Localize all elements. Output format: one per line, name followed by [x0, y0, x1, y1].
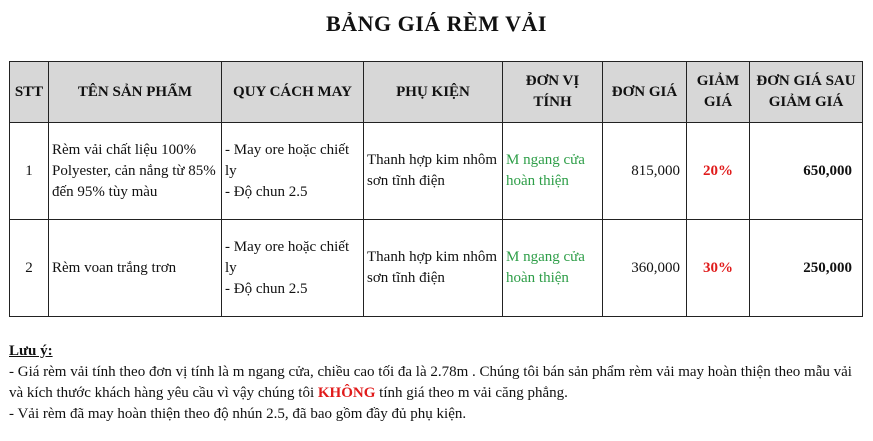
header-price: ĐƠN GIÁ [603, 62, 687, 123]
row-sewing-spec [222, 123, 364, 220]
note-text: tính giá theo m vải căng phẳng. [375, 385, 568, 401]
header-discount: GIẢM GIÁ [687, 62, 750, 123]
header-product-name: TÊN SẢN PHẨM [49, 62, 222, 123]
notes-section [9, 341, 867, 425]
row-product-name: Rèm vải chất liệu 100% Polyester, cản nắng từ 85% đến 95% tùy màu [49, 123, 222, 220]
note-keyword: KHÔNG [317, 385, 376, 401]
row-accessory: Thanh hợp kim nhôm sơn tĩnh điện [364, 220, 503, 317]
row-accessory: Thanh hợp kim nhôm sơn tĩnh điện [364, 123, 503, 220]
row-discount: 20% [687, 123, 750, 220]
row-unit: M ngang cửa hoàn thiện [503, 123, 603, 220]
header-unit: ĐƠN VỊ TÍNH [503, 62, 603, 123]
row-unit: M ngang cửa hoàn thiện [503, 220, 603, 317]
spec-line: - May ore hoặc chiết ly [225, 238, 350, 276]
page-title: BẢNG GIÁ RÈM VẢI [326, 11, 547, 36]
note-line-2: - Vải rèm đã may hoàn thiện theo độ nhún 2.5, đã bao gồm đầy đủ phụ kiện. [9, 406, 467, 422]
row-final-price: 650,000 [750, 123, 863, 220]
spec-line: - May ore hoặc chiết ly [225, 141, 350, 179]
spec-line: - Độ chun 2.5 [225, 183, 308, 200]
note-line-1 [9, 362, 867, 404]
row-discount: 30% [687, 220, 750, 317]
row-price: 815,000 [603, 123, 687, 220]
table-row [10, 220, 863, 317]
header-stt: STT [10, 62, 49, 123]
row-stt: 1 [10, 123, 49, 220]
table-row [10, 123, 863, 220]
spec-line: - Độ chun 2.5 [225, 280, 308, 297]
price-table [9, 61, 863, 317]
row-product-name: Rèm voan trắng trơn [49, 220, 222, 317]
table-header-row [10, 62, 863, 123]
row-sewing-spec [222, 220, 364, 317]
row-stt: 2 [10, 220, 49, 317]
row-price: 360,000 [603, 220, 687, 317]
header-accessory: PHỤ KIỆN [364, 62, 503, 123]
row-final-price: 250,000 [750, 220, 863, 317]
note-text: - Giá rèm vải tính theo đơn vị tính là m ngang cửa, chiều cao tối đa là 2.78m . Chúng tôi bán sản phẩm rèm vải may hoàn thiện theo mẫu vải và kích thước khách hàng yêu cầu vì vậy chúng tôi [9, 364, 852, 401]
notes-heading: Lưu ý: [9, 343, 53, 359]
header-sewing-spec: QUY CÁCH MAY [222, 62, 364, 123]
header-final-price: ĐƠN GIÁ SAU GIẢM GIÁ [750, 62, 863, 123]
